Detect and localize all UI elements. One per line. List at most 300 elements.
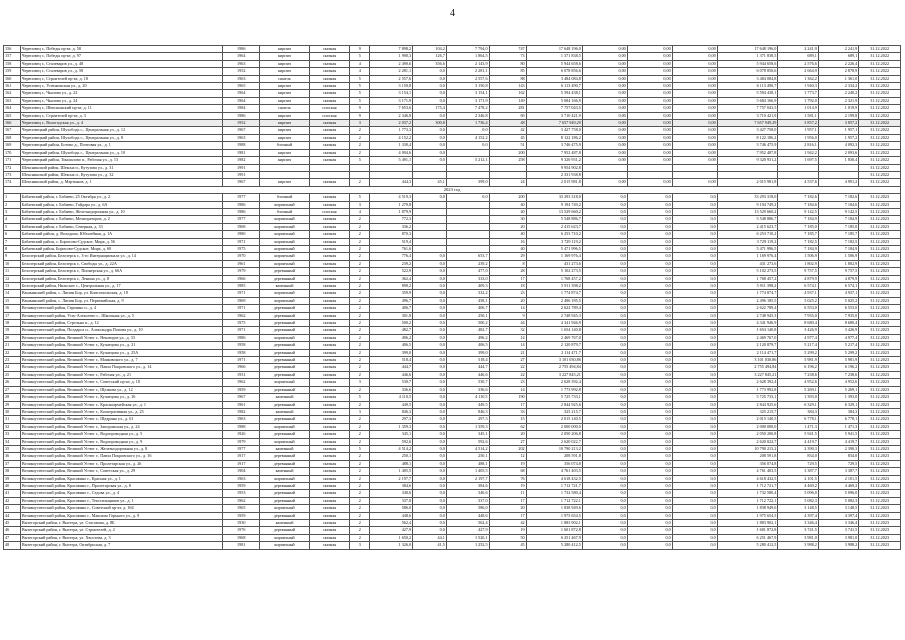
cell-max-cost: 7 182,6 [818,194,858,201]
cell-fund-f: 0,00 [582,134,627,141]
cell-fund-h: 0,0 [672,320,717,327]
cell-unit-cost: 3 426,9 [778,327,818,334]
cell-residents: 190 [489,394,526,401]
cell-wall-material: деревянный [260,364,309,371]
cell-wall-material: кирпич [260,97,309,104]
cell-year: 1962 [223,379,260,386]
cell-owners-funds: 1 883 902,1 [717,520,778,527]
table-row [4,327,901,334]
cell-unit-cost: 4 469,2 [778,482,818,489]
cell-date: 31.12.2022 [859,134,901,141]
cell-fund-f: 0,0 [582,231,627,238]
cell-year: 1977 [223,445,260,452]
cell-wall-material: деревянный [260,386,309,393]
cell-area-b: 0,0 [413,453,447,460]
cell-floors: 2 [350,253,370,260]
cell-unit-cost: 1 014,9 [778,105,818,112]
cell-wall-material: кирпичный [260,238,309,245]
cell-address: Великоустюгский район, Красавино г., Советский пр-кт, д. 164 [20,505,222,512]
cell-unit-cost: 384,3 [778,408,818,415]
cell-floors: 9 [350,46,370,53]
table-row [4,90,901,97]
cell-roof-type: скатная [309,68,349,75]
cell-unit-cost: 9 142,5 [778,208,818,215]
cell-residents: 19 [489,460,526,467]
cell-owners-funds: 7 757 043,5 [717,105,778,112]
cell-roof-type: скатная [309,431,349,438]
cell-year: 1971 [223,238,260,245]
cell-unit-cost: 729,5 [778,460,818,467]
cell-fund-f: 0,0 [582,208,627,215]
cell-residents: 23 [489,290,526,297]
cell-wall-material [260,164,309,171]
cell-date: 31.12.2023 [859,423,901,430]
cell-date: 31.12.2023 [859,320,901,327]
cell-wall-material: кирпич [260,149,309,156]
cell-total-area: 846,3 [370,408,413,415]
cell-year: 1986 [223,201,260,208]
cell-wall-material: блочный [260,194,309,201]
table-row [4,453,901,460]
cell-roof-type: скатная [309,127,349,134]
cell-address: Бабаевский район, г. Бабаево, Железнодорожная ул., д. 10 [20,208,222,215]
cell-floors: 2 [350,245,370,252]
table-row [4,134,901,141]
cell-unit-cost: 2 576,6 [778,60,818,67]
cell-max-cost: 3 981,0 [818,534,858,541]
cell-area-b [413,245,447,252]
cell-owners-funds: 356 074,8 [717,460,778,467]
cell-wall-material [260,171,309,178]
cell-fund-g: 0,0 [627,305,672,312]
cell-owners-funds: 2 050 206,8 [717,431,778,438]
cell-fund-g: 0,0 [627,401,672,408]
cell-address: Бабаевский район, г. Бабаево, 25 Октября ул., д. 2 [20,194,222,201]
cell-total-cost: 2 620 022,7 [526,438,582,445]
cell-total-area: 5 491,1 [370,157,413,164]
cell-total-cost: 356 074,8 [526,460,582,467]
cell-address: Великоустюгский район, Великий Устюг г., Пролетарская ул., д. 26 [20,460,222,467]
table-row [4,216,901,223]
cell-fund-h: 0,00 [672,105,717,112]
cell-fund-g: 0,0 [627,475,672,482]
cell-unit-cost: 3 346,4 [778,520,818,527]
cell-unit-cost: 1 581,1 [778,112,818,119]
cell-address: Череповец г., Устюженская ул., д. 20 [20,83,222,90]
cell-roof-type: скатная [309,320,349,327]
cell-address: Череповец г., Сталеваров ул., д. 58 [20,68,222,75]
cell-owners-funds: 3 427 758,0 [717,127,778,134]
table-row [4,97,901,104]
cell-residents: 33 [489,408,526,415]
cell-floors: 2 [350,520,370,527]
cell-area-c: 482,7 [446,327,489,334]
cell-roof-type: скатная [309,253,349,260]
cell-fund-g: 0,0 [627,283,672,290]
cell-total-cost: 13 529 660,2 [526,208,582,215]
cell-owners-funds: 8 122 186,2 [717,134,778,141]
cell-fund-h: 0,00 [672,149,717,156]
cell-unit-cost: 7 185,7 [778,231,818,238]
cell-area-c: 3 171,9 [446,97,489,104]
cell-address: Великоустюгский район, Полдарса п., Александра Попова ул., д. 10 [20,327,222,334]
cell-unit-cost: 1 393,0 [778,394,818,401]
cell-year: 1952 [223,68,260,75]
cell-residents: 149 [489,97,526,104]
cell-area-b: 0,0 [413,334,447,341]
cell-total-area: 362,4 [370,275,413,282]
cell-unit-cost: 1 956,0 [778,134,818,141]
cell-floors: 9 [350,105,370,112]
cell-area-b: 0,0 [413,320,447,327]
cell-total-cost: 3 746 475,9 [526,142,582,149]
cell-area-c [446,231,489,238]
cell-fund-g: 0,0 [627,320,672,327]
cell-number: 156 [4,46,21,53]
cell-area-b [413,208,447,215]
cell-fund-f: 0,00 [582,149,627,156]
cell-total-cost: 2 415 623,7 [526,223,582,230]
cell-number: 32 [4,423,21,430]
cell-wall-material: деревянный [260,312,309,319]
cell-address: Великоустюгский район, Великий Устюг г., Маяковского ул., д. 7 [20,357,222,364]
cell-year: 1917 [223,453,260,460]
cell-residents: 68 [489,468,526,475]
cell-area-c: 336,6 [446,386,489,393]
cell-area-c: 2 281,1 [446,68,489,75]
cell-total-area: 482,7 [370,327,413,334]
cell-fund-h: 0,0 [672,312,717,319]
cell-roof-type: скатная [309,416,349,423]
cell-owners-funds: 2 120 879,7 [717,342,778,349]
cell-wall-material: каменный [260,408,309,415]
cell-floors: 2 [350,327,370,334]
cell-wall-material: деревянный [260,349,309,356]
cell-fund-f: 0,0 [582,482,627,489]
cell-year: 1961 [223,260,260,267]
cell-fund-h: 0,0 [672,468,717,475]
cell-residents: 45 [489,134,526,141]
cell-area-b: 0,0 [413,253,447,260]
cell-fund-g: 0,00 [627,120,672,127]
cell-area-c: 7 794,0 [446,46,489,53]
cell-unit-cost: 3 857,2 [778,120,818,127]
cell-fund-g: 0,0 [627,238,672,245]
cell-max-cost: 2 878,9 [818,68,858,75]
cell-residents: 15 [489,416,526,423]
cell-fund-f: 0,00 [582,97,627,104]
cell-year: 1930 [223,520,260,527]
cell-total-cost: 2 000 000,0 [526,423,582,430]
cell-area-c: 345,1 [446,431,489,438]
cell-total-cost: 2 120 879,7 [526,342,582,349]
cell-unit-cost: 5 981,9 [778,357,818,364]
cell-number: 35 [4,445,21,452]
cell-number: 14 [4,290,21,297]
cell-fund-g: 0,0 [627,542,672,549]
cell-total-cost: 2 844 925,6 [526,401,582,408]
cell-unit-cost [778,171,818,178]
cell-fund-g: 0,0 [627,460,672,467]
cell-date: 31.12.2023 [859,357,901,364]
cell-area-b: 0,0 [413,68,447,75]
cell-address: Великоустюгский район, Великий Устюг г., Павла Покровского ул., д. 14 [20,364,222,371]
cell-residents: 28 [489,268,526,275]
cell-address: Великоустюгский район, Стрельна п., д. 12 [20,320,222,327]
cell-residents: 18 [489,283,526,290]
cell-date: 31.12.2022 [859,149,901,156]
table-row [4,53,901,60]
cell-roof-type: скатная [309,534,349,541]
cell-owners-funds [717,171,778,178]
cell-area-c [446,216,489,223]
cell-number: 31 [4,416,21,423]
cell-fund-f: 0,0 [582,475,627,482]
cell-total-area: 336,6 [370,386,413,393]
cell-fund-h: 0,0 [672,438,717,445]
cell-number: 9 [4,253,21,260]
table-row [4,75,901,82]
cell-area-c: 337,0 [446,497,489,504]
cell-total-cost: 5 102 273,5 [526,268,582,275]
cell-area-b: 0,0 [413,290,447,297]
cell-area-b: 0,0 [413,305,447,312]
cell-total-area: 898,2 [370,283,413,290]
cell-max-cost: 1 393,0 [818,394,858,401]
cell-roof-type: скатная [309,475,349,482]
cell-area-c: 488,1 [446,460,489,467]
cell-year: 1966 [223,364,260,371]
cell-fund-g: 0,0 [627,431,672,438]
cell-address: Великоустюгский район, Великий Устюг г., Красноармейская ул., д. 1 [20,401,222,408]
cell-date: 31.12.2022 [859,105,901,112]
cell-residents: 16 [489,238,526,245]
cell-roof-type: скатная [309,297,349,304]
cell-fund-f: 0,00 [582,53,627,60]
cell-owners-funds: 2 015 981,8 [717,179,778,186]
cell-fund-f: 0,0 [582,520,627,527]
cell-total-area: 337,0 [370,497,413,504]
cell-fund-h: 0,0 [672,349,717,356]
cell-fund-f: 0,0 [582,268,627,275]
cell-number: 169 [4,142,21,149]
cell-max-cost: 6 778,1 [818,416,858,423]
cell-date: 31.12.2023 [859,342,901,349]
cell-number: 168 [4,134,21,141]
cell-area-b: 0,0 [413,460,447,467]
cell-owners-funds: 5 684 166,9 [717,97,778,104]
cell-wall-material: деревянный [260,453,309,460]
cell-max-cost: 7 935,0 [818,312,858,319]
cell-floors: 2 [350,423,370,430]
cell-fund-h: 0,0 [672,275,717,282]
cell-year: 1961 [223,401,260,408]
table-row [4,105,901,112]
cell-unit-cost: 4 397,4 [778,512,818,519]
cell-max-cost: 1 957,1 [818,127,858,134]
cell-floors: 2 [350,512,370,519]
cell-year: 1965 [223,83,260,90]
cell-residents: 162 [489,90,526,97]
cell-address: Череповец г., Чкалова ул., д. 22 [20,90,222,97]
cell-address: Великоустюгский район, Великий Устюг г., Водопроводная ул., д. 9 [20,438,222,445]
cell-fund-g: 0,0 [627,349,672,356]
cell-date: 31.12.2022 [859,112,901,119]
cell-area-c: 496,2 [446,334,489,341]
cell-date: 31.12.2023 [859,260,901,267]
cell-fund-f: 0,0 [582,505,627,512]
cell-total-cost: 2 628 392,4 [526,379,582,386]
cell-fund-f: 0,0 [582,490,627,497]
cell-fund-g: 0,0 [627,445,672,452]
cell-max-cost: 1 802,9 [818,260,858,267]
cell-fund-f: 0,0 [582,527,627,534]
cell-fund-h: 0,0 [672,460,717,467]
cell-max-cost: 2 226,4 [818,60,858,67]
cell-total-cost: 3 729 119,2 [526,238,582,245]
cell-owners-funds: 3 746 475,9 [717,142,778,149]
cell-date: 31.12.2022 [859,90,901,97]
cell-floors: 5 [350,90,370,97]
cell-floors: 2 [350,416,370,423]
cell-date: 31.12.2023 [859,297,901,304]
table-row [4,320,901,327]
cell-unit-cost: 834,0 [778,453,818,460]
cell-unit-cost: 5 217,4 [778,342,818,349]
cell-owners-funds: 2 748 945,3 [717,312,778,319]
cell-total-area: 1 879,9 [370,208,413,215]
cell-residents: 22 [489,371,526,378]
cell-owners-funds: 6 113 490,7 [717,83,778,90]
cell-fund-f: 0,0 [582,408,627,415]
cell-total-cost: 2 748 945,3 [526,312,582,319]
cell-max-cost: 3 387,7 [818,468,858,475]
cell-fund-g: 0,0 [627,290,672,297]
cell-roof-type: скатная [309,149,349,156]
cell-total-area [370,171,413,178]
cell-roof-type: скатная [309,134,349,141]
cell-owners-funds: 7 952 487,8 [717,149,778,156]
cell-floors: 3 [350,201,370,208]
cell-wall-material: кирпич [260,68,309,75]
cell-owners-funds: 2 015 140,5 [717,416,778,423]
cell-address: Великоустюгский район, Великий Устюг г., Кузнецова ул., д. 25А [20,349,222,356]
cell-total-area: 345,1 [370,431,413,438]
cell-total-cost: 2 114 471,7 [526,349,582,356]
cell-total-area: 427,9 [370,527,413,534]
table-row [4,127,901,134]
cell-area-b: 44,1 [413,534,447,541]
cell-owners-funds: 2 622 789,4 [717,305,778,312]
cell-area-b [413,201,447,208]
cell-address: Череповец г., Победы пр-кт, д. 97 [20,53,222,60]
cell-total-cost: 3 101 030,86 [526,357,582,364]
cell-wall-material: деревянный [260,275,309,282]
cell-area-b: 0,0 [413,127,447,134]
cell-residents [489,164,526,171]
cell-fund-f: 0,0 [582,460,627,467]
cell-floors: 2 [350,534,370,541]
cell-max-cost: 834,0 [818,453,858,460]
cell-floors: 2 [350,527,370,534]
cell-fund-g: 0,00 [627,179,672,186]
cell-area-c: 399,0 [446,349,489,356]
cell-area-b: 0,0 [413,401,447,408]
cell-number: 15 [4,297,21,304]
cell-fund-g: 0,0 [627,208,672,215]
cell-roof-type: скатная [309,120,349,127]
cell-max-cost: 6 574,1 [818,283,858,290]
cell-wall-material: деревянный [260,416,309,423]
cell-owners-funds: 4 341 946,9 [717,320,778,327]
cell-total-area: 446,6 [370,371,413,378]
cell-fund-h: 0,0 [672,297,717,304]
cell-total-cost: 6 113 490,7 [526,83,582,90]
cell-residents: 281 [489,105,526,112]
cell-unit-cost [778,164,818,171]
cell-area-c: 1 520,1 [446,534,489,541]
cell-residents: 202 [489,445,526,452]
table-row [4,142,901,149]
cell-floors: 2 [350,134,370,141]
cell-number: 11 [4,268,21,275]
cell-wall-material: кирпич [260,83,309,90]
cell-area-b: 0,0 [413,194,447,201]
cell-total-cost: 2 331 938,8 [526,171,582,178]
cell-date: 31.12.2023 [859,482,901,489]
cell-max-cost: 4 977,4 [818,334,858,341]
cell-fund-f: 0,0 [582,275,627,282]
cell-fund-h: 0,00 [672,112,717,119]
cell-area-c: 427,9 [446,527,489,534]
cell-date: 31.12.2023 [859,283,901,290]
cell-area-c: 332,2 [446,290,489,297]
cell-floors: 5 [350,83,370,90]
table-row [4,349,901,356]
cell-owners-funds: 2 469 767,0 [717,334,778,341]
cell-date: 31.12.2023 [859,453,901,460]
cell-date: 31.12.2022 [859,127,901,134]
cell-fund-h: 0,0 [672,423,717,430]
cell-address: Бабаевский район, г. Бабаево, Гайдара ул., д. 6А [20,201,222,208]
table-row [4,245,901,252]
cell-wall-material: кирпичный [260,223,309,230]
cell-residents: 88 [489,75,526,82]
cell-owners-funds: 1 601 872,8 [717,527,778,534]
cell-wall-material: деревянный [260,371,309,378]
cell-residents: 20 [489,431,526,438]
cell-floors: 3 [350,408,370,415]
cell-owners-funds: 4 761 403,5 [717,468,778,475]
cell-date: 31.12.2022 [859,142,901,149]
table-row [4,179,901,186]
table-row [4,60,901,67]
cell-roof-type: скатная [309,260,349,267]
cell-residents: 45 [489,542,526,549]
cell-area-c: 0,0 [446,194,489,201]
cell-fund-f: 0,00 [582,90,627,97]
cell-fund-g: 0,0 [627,223,672,230]
cell-owners-funds: 5 725 733,1 [717,394,778,401]
cell-floors: 2 [350,482,370,489]
cell-fund-g: 0,0 [627,268,672,275]
cell-roof-type: скатная [309,497,349,504]
cell-area-c: 406,7 [446,305,489,312]
cell-floors: 2 [350,290,370,297]
cell-date: 31.12.2023 [859,490,901,497]
cell-total-cost: 4 618 432,5 [526,475,582,482]
cell-residents: 17 [489,512,526,519]
